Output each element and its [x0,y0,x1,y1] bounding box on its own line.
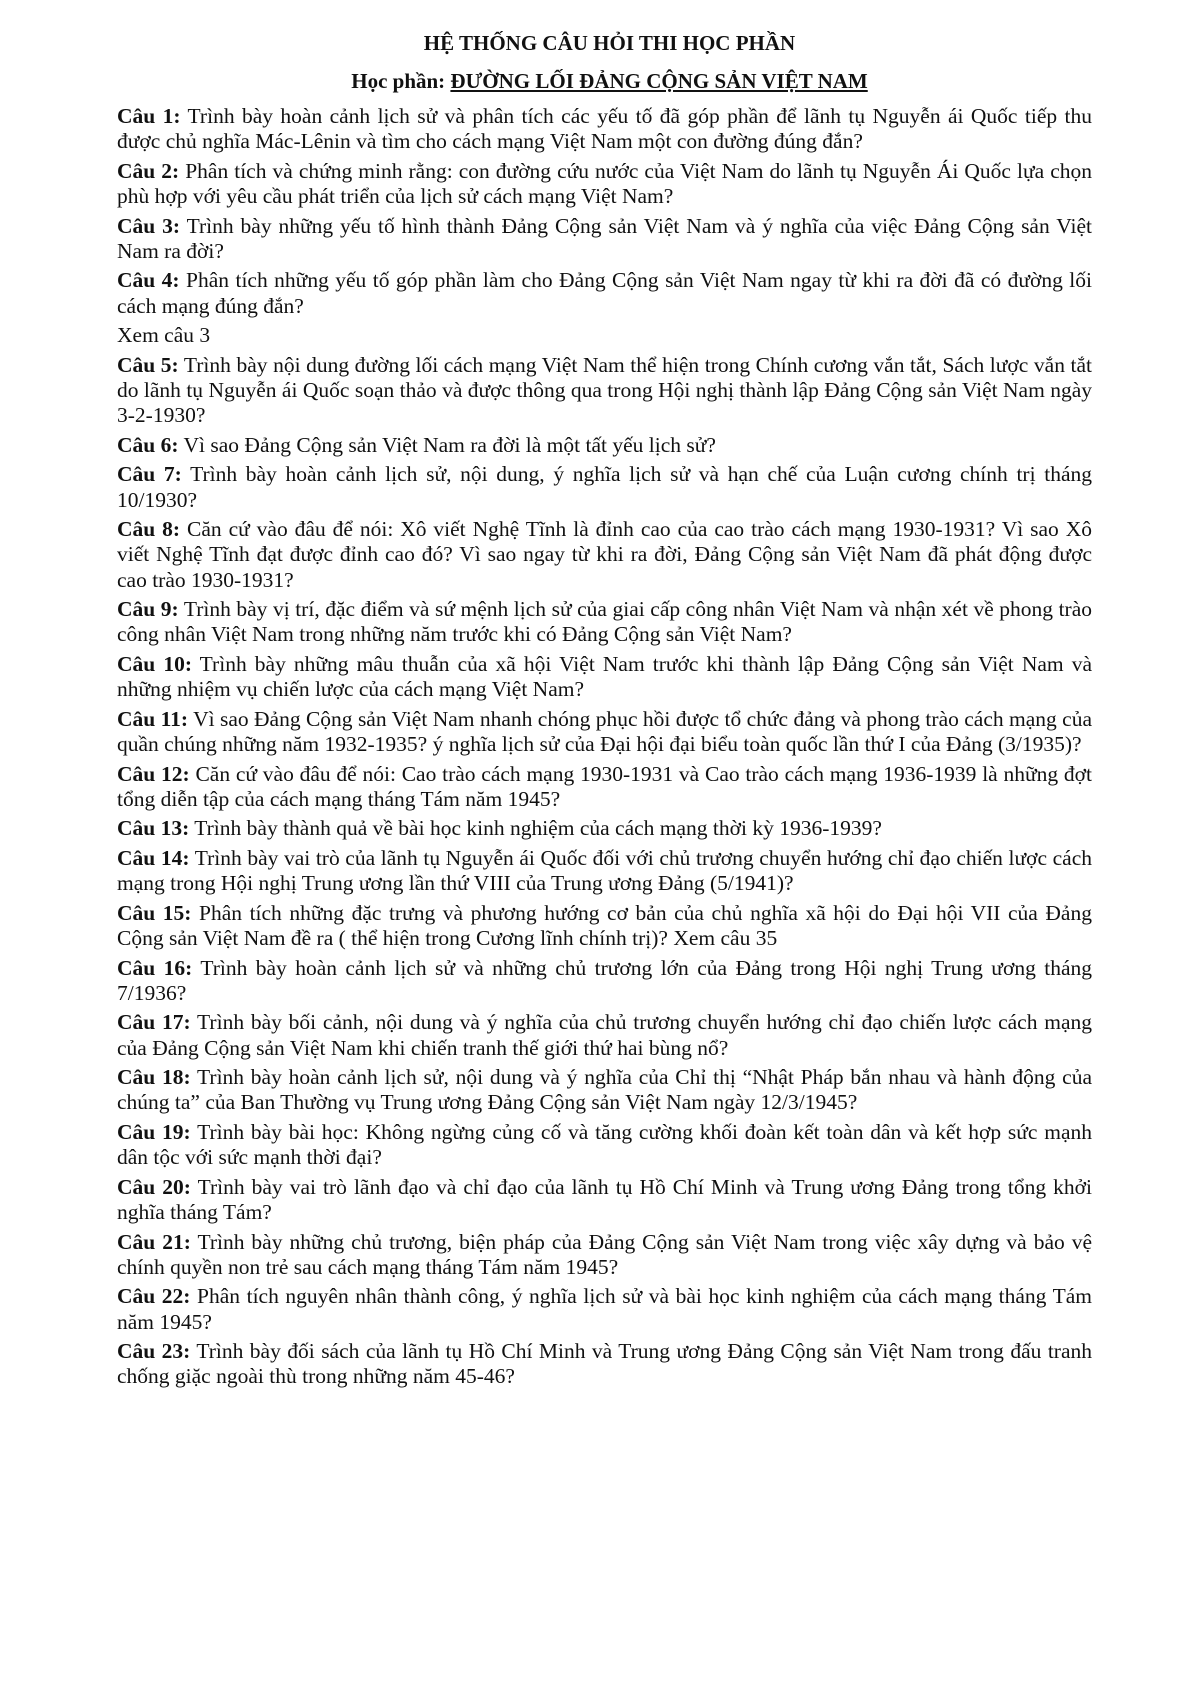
question-label: Câu 14: [117,845,190,870]
question-text: Trình bày những chủ trương, biện pháp của Đảng Cộng sản Việt Nam trong việc xây dựng và bảo vệ chính quyền non trẻ sau cách mạng tháng Tám năm 1945? [117,1229,1092,1279]
question-6 [117,433,1092,458]
question-7 [117,462,1092,512]
question-text: Trình bày nội dung đường lối cách mạng Việt Nam thể hiện trong Chính cương vắn tắt, Sách lược vắn tắt do lãnh tụ Nguyễn ái Quốc soạn thảo và được thông qua trong Hội nghị thành lập Đảng Cộng sản Việt Nam ngày 3-2-1930? [117,352,1092,428]
question-4 [117,268,1092,318]
course-prefix: Học phần: [351,69,451,93]
question-text: Phân tích những yếu tố góp phần làm cho Đảng Cộng sản Việt Nam ngay từ khi ra đời đã có đường lối cách mạng đúng đắn? [117,268,1092,318]
question-label: Câu 7: [117,462,182,487]
question-label: Câu 4: [117,268,180,293]
question-text: Trình bày vai trò của lãnh tụ Nguyễn ái Quốc đối với chủ trương chuyển hướng chỉ đạo chiến lược cách mạng trong Hội nghị Trung ương lần thứ VIII của Trung ương Đảng (5/1941)? [117,845,1092,896]
see-question-note: Xem câu 3 [117,323,211,348]
question-label: Câu 16: [117,955,193,980]
question-22 [117,1284,1092,1334]
question-label: Câu 10: [117,651,192,676]
document-title: HỆ THỐNG CÂU HỎI THI HỌC PHẦN [423,31,796,55]
question-text: Phân tích nguyên nhân thành công, ý nghĩa lịch sử và bài học kinh nghiệm của cách mạng tháng Tám năm 1945? [117,1284,1092,1334]
question-label: Câu 18: [117,1065,191,1090]
question-15 [117,901,1092,951]
question-text: Trình bày hoàn cảnh lịch sử và những chủ trương lớn của Đảng trong Hội nghị Trung ương tháng 7/1936? [117,955,1092,1005]
question-text: Trình bày hoàn cảnh lịch sử, nội dung, ý nghĩa lịch sử và hạn chế của Luận cương chính trị tháng 10/1930? [117,462,1092,512]
question-label: Câu 1: [117,104,181,128]
question-23 [117,1339,1092,1389]
question-label: Câu 12: [117,761,190,786]
question-text: Phân tích những đặc trưng và phương hướng cơ bản của chủ nghĩa xã hội do Đại hội VII của Đảng Cộng sản Việt Nam đề ra ( thể hiện trong Cương lĩnh chính trị)? Xem câu 35 [117,900,1092,950]
question-8 [117,517,1092,593]
question-label: Câu 17: [117,1010,191,1035]
question-text: Trình bày bối cảnh, nội dung và ý nghĩa của chủ trương chuyển hướng chỉ đạo chiến lược cách mạng của Đảng Cộng sản Việt Nam khi chiến tranh thế giới thứ hai bùng nổ? [117,1010,1092,1060]
question-11 [117,707,1092,757]
question-text: Căn cứ vào đâu để nói: Xô viết Nghệ Tĩnh là đỉnh cao của cao trào cách mạng 1930-1931? Vì sao Xô viết Nghệ Tĩnh đạt được đỉnh cao đó? Vì sao ngay từ khi ra đời, Đảng Cộng sản Việt Nam đã phát động được cao trào 1930-1931? [117,517,1092,592]
question-label: Câu 23: [117,1339,191,1364]
question-5 [117,353,1092,429]
question-text: Vì sao Đảng Cộng sản Việt Nam nhanh chóng phục hồi được tổ chức đảng và phong trào cách mạng của quần chúng những năm 1932-1935? ý nghĩa lịch sử của Đại hội đại biểu toàn quốc lần thứ I của Đảng (3/1935)? [117,706,1092,756]
question-text: Trình bày đối sách của lãnh tụ Hồ Chí Minh và Trung ương Đảng Cộng sản Việt Nam trong đấu tranh chống giặc ngoài thù trong những năm 45-46? [117,1339,1092,1389]
question-label: Câu 5: [117,352,179,377]
question-text: Trình bày vị trí, đặc điểm và sứ mệnh lịch sử của giai cấp công nhân Việt Nam và nhận xét về phong trào công nhân Việt Nam trong những năm trước khi có Đảng Cộng sản Việt Nam? [117,597,1092,647]
question-text: Trình bày vai trò lãnh đạo và chỉ đạo của lãnh tụ Hồ Chí Minh và Trung ương Đảng trong tổng khởi nghĩa tháng Tám? [117,1174,1092,1224]
question-label: Câu 22: [117,1284,191,1309]
question-label: Câu 9: [117,597,179,622]
question-label: Câu 21: [117,1229,191,1254]
question-label: Câu 15: [117,900,192,925]
question-3 [117,214,1092,264]
question-13 [117,816,1092,841]
question-12 [117,762,1092,812]
question-17 [117,1010,1092,1060]
question-9 [117,597,1092,647]
question-label: Câu 13: [117,816,190,841]
question-label: Câu 8: [117,517,181,542]
question-2 [117,159,1092,209]
question-1 [117,104,1092,154]
question-20 [117,1175,1092,1225]
question-text: Trình bày những mâu thuẫn của xã hội Việt Nam trước khi thành lập Đảng Cộng sản Việt Nam và những nhiệm vụ chiến lược của cách mạng Việt Nam? [117,651,1092,702]
question-label: Câu 11: [117,706,189,731]
course-name: ĐƯỜNG LỐI ĐẢNG CỘNG SẢN VIỆT NAM [450,69,868,93]
question-label: Câu 20: [117,1174,191,1199]
question-14 [117,846,1092,896]
question-text: Trình bày hoàn cảnh lịch sử, nội dung và ý nghĩa của Chỉ thị “Nhật Pháp bắn nhau và hành động của chúng ta” của Ban Thường vụ Trung ương Đảng Cộng sản Việt Nam ngày 12/3/1945? [117,1065,1092,1115]
question-label: Câu 2: [117,158,180,183]
question-text: Phân tích và chứng minh rằng: con đường cứu nước của Việt Nam do lãnh tụ Nguyễn Ái Quốc lựa chọn phù hợp với yêu cầu phát triển của lịch sử cách mạng Việt Nam? [117,158,1092,208]
question-text: Trình bày những yếu tố hình thành Đảng Cộng sản Việt Nam và ý nghĩa của việc Đảng Cộng sản Việt Nam ra đời? [117,213,1092,263]
question-label: Câu 3: [117,213,181,238]
question-label: Câu 19: [117,1119,191,1144]
question-text: Vì sao Đảng Cộng sản Việt Nam ra đời là một tất yếu lịch sử? [178,432,716,457]
question-10 [117,652,1092,702]
question-text: Trình bày bài học: Không ngừng củng cố và tăng cường khối đoàn kết toàn dân và kết hợp sức mạnh dân tộc với sức mạnh thời đại? [117,1119,1092,1170]
question-21 [117,1230,1092,1280]
question-19 [117,1120,1092,1170]
question-text: Căn cứ vào đâu để nói: Cao trào cách mạng 1930-1931 và Cao trào cách mạng 1936-1939 là những đợt tổng diễn tập của cách mạng tháng Tám năm 1945? [117,761,1092,811]
course-heading [117,66,1092,96]
question-18 [117,1065,1092,1115]
question-16 [117,956,1092,1006]
question-label: Câu 6: [117,432,179,457]
question-text: Trình bày hoàn cảnh lịch sử và phân tích các yếu tố đã góp phần để lãnh tụ Nguyễn ái Quốc tiếp thu được chủ nghĩa Mác-Lênin và tìm cho cách mạng Việt Nam một con đường đúng đắn? [117,104,1092,154]
question-text: Trình bày thành quả về bài học kinh nghiệm của cách mạng thời kỳ 1936-1939? [189,816,882,841]
